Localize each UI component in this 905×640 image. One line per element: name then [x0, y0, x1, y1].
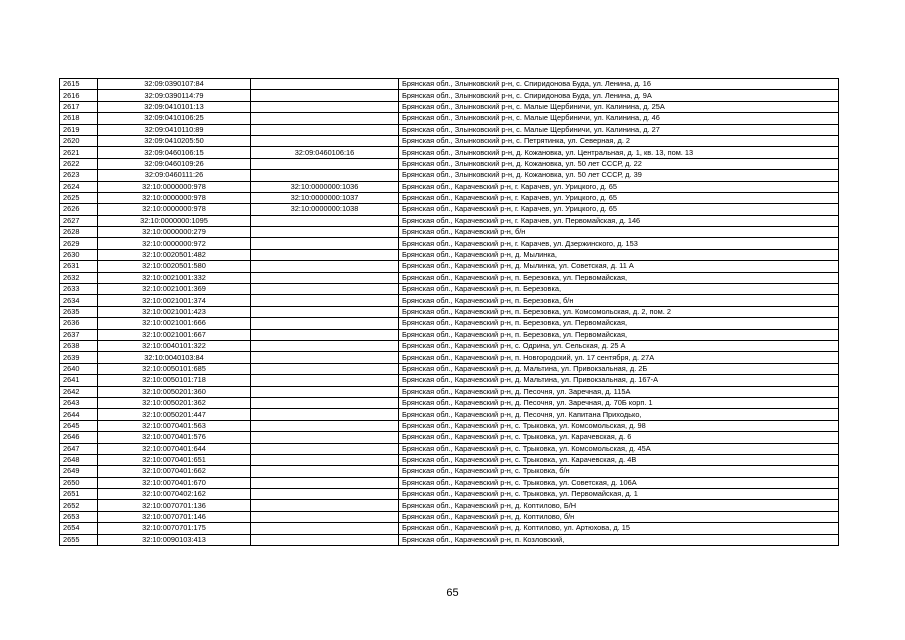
related-cadastral-number-cell [251, 454, 399, 465]
related-cadastral-number-cell [251, 386, 399, 397]
cadastral-number-cell: 32:10:0070401:576 [98, 432, 251, 443]
cadastral-number-cell: 32:09:0390114:79 [98, 90, 251, 101]
row-number-cell: 2634 [60, 295, 98, 306]
cadastral-number-cell: 32:09:0390107:84 [98, 79, 251, 90]
address-cell: Брянская обл., Карачевский р-н, с. Трыковка, ул. Комсомольская, д. 45А [399, 443, 839, 454]
address-cell: Брянская обл., Карачевский р-н, д. Коптилово, ул. Артюхова, д. 15 [399, 523, 839, 534]
related-cadastral-number-cell [251, 215, 399, 226]
table-row [60, 386, 839, 397]
address-cell: Брянская обл., Злынковский р-н, с. Малые Щербиничи, ул. Калинина, д. 27 [399, 124, 839, 135]
cadastral-number-cell: 32:10:0070701:146 [98, 511, 251, 522]
cadastral-number-cell: 32:10:0000000:279 [98, 227, 251, 238]
related-cadastral-number-cell [251, 409, 399, 420]
related-cadastral-number-cell: 32:10:0000000:1038 [251, 204, 399, 215]
address-cell: Брянская обл., Карачевский р-н, б/н [399, 227, 839, 238]
cadastral-number-cell: 32:10:0000000:978 [98, 181, 251, 192]
related-cadastral-number-cell [251, 306, 399, 317]
address-cell: Брянская обл., Злынковский р-н, с. Спиридонова Буда, ул. Ленина, д. 9А [399, 90, 839, 101]
table-row [60, 170, 839, 181]
address-cell: Брянская обл., Злынковский р-н, д. Кожановка, ул. Центральная, д. 1, кв. 13, пом. 13 [399, 147, 839, 158]
row-number-cell: 2644 [60, 409, 98, 420]
cadastral-number-cell: 32:10:0070401:662 [98, 466, 251, 477]
related-cadastral-number-cell [251, 329, 399, 340]
table-row [60, 306, 839, 317]
table-row [60, 500, 839, 511]
row-number-cell: 2646 [60, 432, 98, 443]
table-row [60, 466, 839, 477]
table-row [60, 272, 839, 283]
cadastral-number-cell: 32:10:0070401:644 [98, 443, 251, 454]
address-cell: Брянская обл., Карачевский р-н, п. Березовка, [399, 284, 839, 295]
address-cell: Брянская обл., Карачевский р-н, г. Карачев, ул. Урицкого, д. 65 [399, 204, 839, 215]
row-number-cell: 2635 [60, 306, 98, 317]
related-cadastral-number-cell [251, 340, 399, 351]
table-row [60, 352, 839, 363]
address-cell: Брянская обл., Карачевский р-н, д. Мальтина, ул. Привокзальная, д. 2Б [399, 363, 839, 374]
table-row [60, 409, 839, 420]
related-cadastral-number-cell [251, 284, 399, 295]
row-number-cell: 2632 [60, 272, 98, 283]
related-cadastral-number-cell [251, 477, 399, 488]
cadastral-number-cell: 32:10:0000000:972 [98, 238, 251, 249]
row-number-cell: 2645 [60, 420, 98, 431]
address-cell: Брянская обл., Карачевский р-н, с. Трыковка, ул. Комсомольская, д. 98 [399, 420, 839, 431]
cadastral-number-cell: 32:09:0460109:26 [98, 158, 251, 169]
cadastral-number-cell: 32:10:0020501:580 [98, 261, 251, 272]
cadastral-number-cell: 32:10:0070401:670 [98, 477, 251, 488]
address-cell: Брянская обл., Карачевский р-н, д. Мылинка, [399, 249, 839, 260]
related-cadastral-number-cell [251, 363, 399, 374]
row-number-cell: 2617 [60, 101, 98, 112]
cadastral-number-cell: 32:10:0050101:685 [98, 363, 251, 374]
table-row [60, 420, 839, 431]
address-cell: Брянская обл., Карачевский р-н, с. Трыковка, ул. Карачевская, д. 4В [399, 454, 839, 465]
address-cell: Брянская обл., Карачевский р-н, г. Карачев, ул. Первомайская, д. 146 [399, 215, 839, 226]
cadastral-number-cell: 32:10:0070401:563 [98, 420, 251, 431]
table-row [60, 79, 839, 90]
table-row [60, 363, 839, 374]
table-row [60, 124, 839, 135]
address-cell: Брянская обл., Карачевский р-н, д. Мылинка, ул. Советская, д. 11 А [399, 261, 839, 272]
address-cell: Брянская обл., Карачевский р-н, д. Песочня, ул. Заречная, д. 70Б корп. 1 [399, 397, 839, 408]
related-cadastral-number-cell [251, 79, 399, 90]
address-cell: Брянская обл., Карачевский р-н, п. Березовка, ул. Первомайская, [399, 318, 839, 329]
cadastral-number-cell: 32:10:0050101:718 [98, 375, 251, 386]
related-cadastral-number-cell: 32:10:0000000:1036 [251, 181, 399, 192]
related-cadastral-number-cell [251, 489, 399, 500]
cadastral-number-cell: 32:10:0070401:651 [98, 454, 251, 465]
row-number-cell: 2622 [60, 158, 98, 169]
table-row [60, 135, 839, 146]
row-number-cell: 2619 [60, 124, 98, 135]
address-cell: Брянская обл., Карачевский р-н, п. Березовка, ул. Первомайская, [399, 329, 839, 340]
row-number-cell: 2616 [60, 90, 98, 101]
table-row [60, 489, 839, 500]
row-number-cell: 2654 [60, 523, 98, 534]
address-cell: Брянская обл., Карачевский р-н, г. Карачев, ул. Дзержинского, д. 153 [399, 238, 839, 249]
table-row [60, 534, 839, 545]
table-row [60, 511, 839, 522]
row-number-cell: 2653 [60, 511, 98, 522]
cadastral-number-cell: 32:10:0021001:667 [98, 329, 251, 340]
address-cell: Брянская обл., Злынковский р-н, с. Малые Щербиничи, ул. Калинина, д. 46 [399, 113, 839, 124]
row-number-cell: 2615 [60, 79, 98, 90]
address-cell: Брянская обл., Злынковский р-н, д. Кожановка, ул. 50 лет СССР, д. 22 [399, 158, 839, 169]
cadastral-number-cell: 32:09:0410205:50 [98, 135, 251, 146]
related-cadastral-number-cell [251, 272, 399, 283]
table-row [60, 238, 839, 249]
cadastral-number-cell: 32:10:0070402:162 [98, 489, 251, 500]
row-number-cell: 2628 [60, 227, 98, 238]
cadastral-number-cell: 32:10:0040101:322 [98, 340, 251, 351]
address-cell: Брянская обл., Карачевский р-н, д. Песочня, ул. Капитана Приходько, [399, 409, 839, 420]
address-cell: Брянская обл., Карачевский р-н, д. Коптилово, б/н [399, 511, 839, 522]
address-cell: Брянская обл., Злынковский р-н, с. Спиридонова Буда, ул. Ленина, д. 16 [399, 79, 839, 90]
related-cadastral-number-cell [251, 238, 399, 249]
table-row [60, 101, 839, 112]
related-cadastral-number-cell [251, 352, 399, 363]
address-cell: Брянская обл., Карачевский р-н, г. Карачев, ул. Урицкого, д. 65 [399, 192, 839, 203]
row-number-cell: 2621 [60, 147, 98, 158]
row-number-cell: 2638 [60, 340, 98, 351]
related-cadastral-number-cell [251, 511, 399, 522]
row-number-cell: 2643 [60, 397, 98, 408]
related-cadastral-number-cell [251, 432, 399, 443]
cadastral-number-cell: 32:10:0021001:374 [98, 295, 251, 306]
table-row [60, 477, 839, 488]
related-cadastral-number-cell [251, 170, 399, 181]
address-cell: Брянская обл., Карачевский р-н, п. Березовка, б/н [399, 295, 839, 306]
row-number-cell: 2649 [60, 466, 98, 477]
related-cadastral-number-cell [251, 466, 399, 477]
address-cell: Брянская обл., Карачевский р-н, п. Козловский, [399, 534, 839, 545]
table-row [60, 295, 839, 306]
row-number-cell: 2640 [60, 363, 98, 374]
cadastral-number-cell: 32:10:0050201:447 [98, 409, 251, 420]
row-number-cell: 2648 [60, 454, 98, 465]
row-number-cell: 2631 [60, 261, 98, 272]
cadastral-number-cell: 32:09:0410106:25 [98, 113, 251, 124]
related-cadastral-number-cell [251, 101, 399, 112]
cadastral-number-cell: 32:10:0020501:482 [98, 249, 251, 260]
table-row [60, 181, 839, 192]
address-cell: Брянская обл., Карачевский р-н, д. Песочня, ул. Заречная, д. 115А [399, 386, 839, 397]
address-cell: Брянская обл., Карачевский р-н, п. Новгородский, ул. 17 сентября, д. 27А [399, 352, 839, 363]
cadastral-number-cell: 32:10:0021001:332 [98, 272, 251, 283]
address-cell: Брянская обл., Карачевский р-н, с. Трыковка, ул. Первомайская, д. 1 [399, 489, 839, 500]
address-cell: Брянская обл., Карачевский р-н, с. Трыковка, ул. Советская, д. 106А [399, 477, 839, 488]
table-row [60, 284, 839, 295]
cadastral-number-cell: 32:10:0070701:136 [98, 500, 251, 511]
address-cell: Брянская обл., Карачевский р-н, п. Березовка, ул. Первомайская, [399, 272, 839, 283]
row-number-cell: 2650 [60, 477, 98, 488]
row-number-cell: 2633 [60, 284, 98, 295]
row-number-cell: 2627 [60, 215, 98, 226]
related-cadastral-number-cell [251, 443, 399, 454]
address-cell: Брянская обл., Злынковский р-н, д. Кожановка, ул. 50 лет СССР, д. 39 [399, 170, 839, 181]
table-row [60, 261, 839, 272]
cadastral-number-cell: 32:10:0040103:84 [98, 352, 251, 363]
row-number-cell: 2637 [60, 329, 98, 340]
table-row [60, 454, 839, 465]
row-number-cell: 2626 [60, 204, 98, 215]
cadastral-number-cell: 32:10:0021001:423 [98, 306, 251, 317]
related-cadastral-number-cell [251, 318, 399, 329]
table-row [60, 215, 839, 226]
related-cadastral-number-cell [251, 420, 399, 431]
row-number-cell: 2629 [60, 238, 98, 249]
row-number-cell: 2623 [60, 170, 98, 181]
row-number-cell: 2652 [60, 500, 98, 511]
row-number-cell: 2641 [60, 375, 98, 386]
related-cadastral-number-cell [251, 90, 399, 101]
related-cadastral-number-cell [251, 249, 399, 260]
table-row [60, 249, 839, 260]
cadastral-number-cell: 32:09:0410101:13 [98, 101, 251, 112]
row-number-cell: 2647 [60, 443, 98, 454]
related-cadastral-number-cell [251, 124, 399, 135]
related-cadastral-number-cell [251, 375, 399, 386]
table-row [60, 340, 839, 351]
cadastral-number-cell: 32:10:0050201:360 [98, 386, 251, 397]
table-row [60, 158, 839, 169]
registry-table-body [60, 79, 839, 546]
address-cell: Брянская обл., Карачевский р-н, д. Коптилово, Б/Н [399, 500, 839, 511]
table-row [60, 204, 839, 215]
cadastral-number-cell: 32:09:0460106:15 [98, 147, 251, 158]
table-row [60, 227, 839, 238]
address-cell: Брянская обл., Карачевский р-н, с. Трыковка, б/н [399, 466, 839, 477]
table-row [60, 329, 839, 340]
related-cadastral-number-cell [251, 534, 399, 545]
row-number-cell: 2639 [60, 352, 98, 363]
row-number-cell: 2636 [60, 318, 98, 329]
address-cell: Брянская обл., Злынковский р-н, с. Петрятинка, ул. Северная, д. 2 [399, 135, 839, 146]
address-cell: Брянская обл., Карачевский р-н, д. Мальтина, ул. Привокзальная, д. 167-А [399, 375, 839, 386]
related-cadastral-number-cell [251, 113, 399, 124]
address-cell: Брянская обл., Карачевский р-н, г. Карачев, ул. Урицкого, д. 65 [399, 181, 839, 192]
cadastral-number-cell: 32:09:0410110:89 [98, 124, 251, 135]
cadastral-number-cell: 32:10:0000000:978 [98, 204, 251, 215]
related-cadastral-number-cell: 32:09:0460106:16 [251, 147, 399, 158]
row-number-cell: 2651 [60, 489, 98, 500]
related-cadastral-number-cell [251, 295, 399, 306]
related-cadastral-number-cell [251, 227, 399, 238]
address-cell: Брянская обл., Карачевский р-н, п. Березовка, ул. Комсомольская, д. 2, пом. 2 [399, 306, 839, 317]
row-number-cell: 2642 [60, 386, 98, 397]
cadastral-number-cell: 32:10:0021001:369 [98, 284, 251, 295]
cadastral-number-cell: 32:10:0000000:1095 [98, 215, 251, 226]
cadastral-number-cell: 32:10:0090103:413 [98, 534, 251, 545]
related-cadastral-number-cell [251, 397, 399, 408]
cadastral-number-cell: 32:10:0021001:666 [98, 318, 251, 329]
related-cadastral-number-cell: 32:10:0000000:1037 [251, 192, 399, 203]
cadastral-number-cell: 32:10:0050201:362 [98, 397, 251, 408]
address-cell: Брянская обл., Карачевский р-н, с. Трыковка, ул. Карачевская, д. 6 [399, 432, 839, 443]
row-number-cell: 2630 [60, 249, 98, 260]
table-row [60, 523, 839, 534]
table-row [60, 375, 839, 386]
row-number-cell: 2620 [60, 135, 98, 146]
related-cadastral-number-cell [251, 158, 399, 169]
table-row [60, 443, 839, 454]
row-number-cell: 2624 [60, 181, 98, 192]
table-row [60, 192, 839, 203]
row-number-cell: 2618 [60, 113, 98, 124]
table-row [60, 318, 839, 329]
table-row [60, 147, 839, 158]
table-row [60, 397, 839, 408]
related-cadastral-number-cell [251, 500, 399, 511]
page-number: 65 [446, 587, 459, 599]
address-cell: Брянская обл., Злынковский р-н, с. Малые Щербиничи, ул. Калинина, д. 25А [399, 101, 839, 112]
row-number-cell: 2625 [60, 192, 98, 203]
related-cadastral-number-cell [251, 523, 399, 534]
table-row [60, 113, 839, 124]
cadastral-number-cell: 32:09:0460111:26 [98, 170, 251, 181]
related-cadastral-number-cell [251, 135, 399, 146]
property-registry-table [59, 78, 839, 546]
table-row [60, 90, 839, 101]
address-cell: Брянская обл., Карачевский р-н, с. Одрина, ул. Сельская, д. 25 А [399, 340, 839, 351]
cadastral-number-cell: 32:10:0070701:175 [98, 523, 251, 534]
row-number-cell: 2655 [60, 534, 98, 545]
table-row [60, 432, 839, 443]
related-cadastral-number-cell [251, 261, 399, 272]
cadastral-number-cell: 32:10:0000000:978 [98, 192, 251, 203]
